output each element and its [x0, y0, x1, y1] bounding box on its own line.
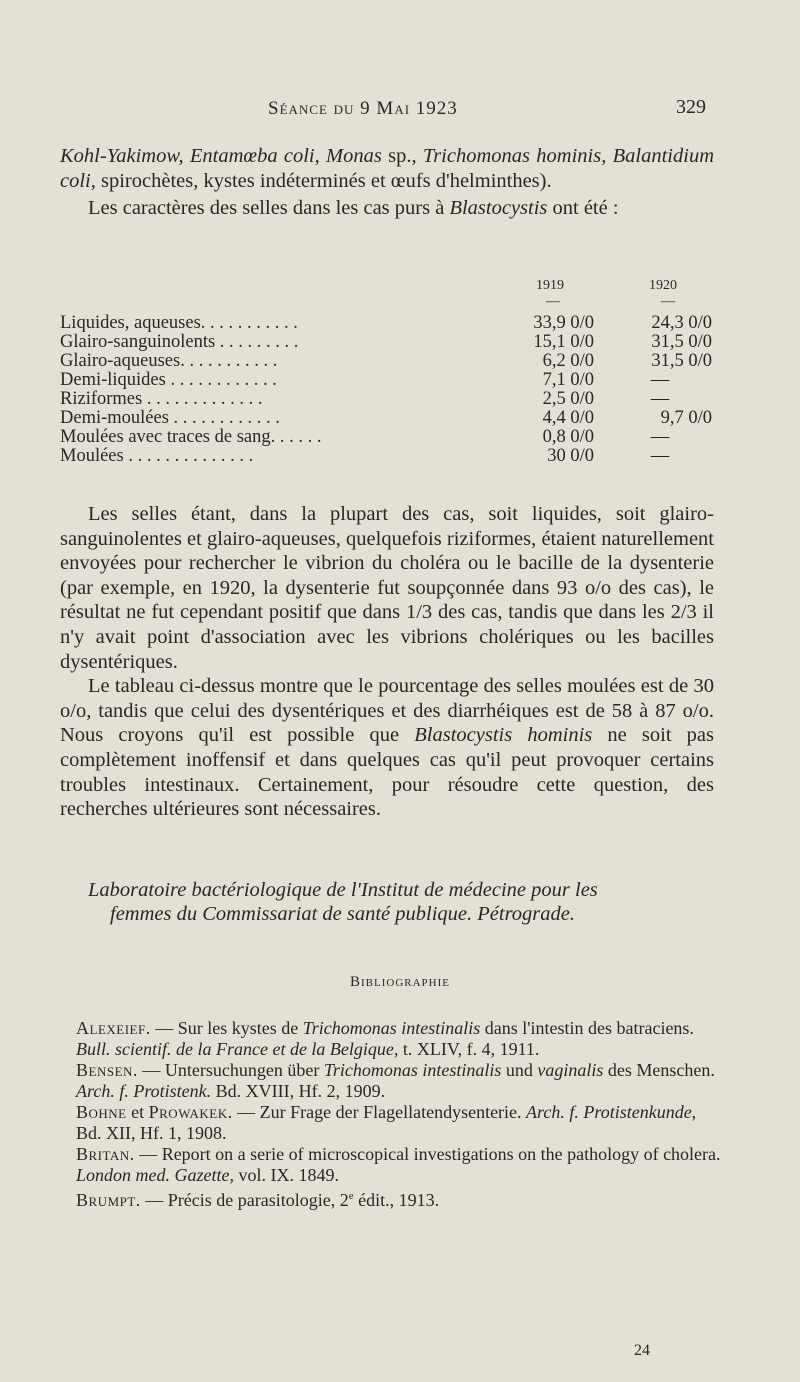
row-label: Demi-liquides . . . . . . . . . . . . — [60, 370, 277, 390]
value-1919: 30 0/0 — [547, 446, 594, 466]
running-title: Séance du 9 Mai 1923 — [268, 98, 458, 119]
italic-text-run: vaginalis — [537, 1060, 604, 1080]
affiliation-line: femmes du Commissariat de santé publique. Pétrograde. — [110, 903, 576, 925]
bibliography-entry — [76, 1186, 726, 1211]
text-block-intro — [60, 144, 714, 221]
page-number: 329 — [676, 96, 706, 118]
table-row — [60, 390, 720, 409]
text-run: dans l'intestin des batraciens. — [480, 1018, 694, 1038]
paragraph-species-list — [60, 144, 714, 193]
value-1919: 15,1 0/0 — [533, 332, 594, 352]
row-label: Glairo-aqueuses. . . . . . . . . . . — [60, 351, 278, 371]
table-row — [60, 409, 720, 428]
text-run: sp., — [381, 145, 423, 167]
text-block-discussion — [60, 502, 714, 822]
italic-text-run: London med. Gazette, — [76, 1164, 234, 1185]
text-run: ont été : — [547, 197, 619, 220]
table-row — [60, 447, 720, 466]
text-run: — Untersuchungen über — [137, 1060, 324, 1080]
italic-text-run: Blastocystis — [449, 197, 548, 220]
text-run: t. XLIV, f. 4, 1911. — [398, 1038, 540, 1059]
text-run: Bd. XII, Hf. 1, 1908. — [76, 1122, 227, 1143]
affiliation-line: Laboratoire bactériologique de l'Institut de médecine pour les — [88, 879, 598, 901]
bibliography-heading: Bibliographie — [350, 974, 450, 990]
paragraph-results: Les selles étant, dans la plupart des cas, soit liquides, soit glairo-sanguinolentes et glairo-aqueuses, quelquefois riziformes, étaient naturellement envoyées pour rechercher le vibrion du choléra ou le bacille de la dysenterie (par exemple, en 1920, la dysenterie fut soupçonnée dans 93 o/o des cas), le résultat ne fut cependant positif que dans 1/3 des cas, tandis que dans les 2/3 il n'y avait point d'association avec les vibrions cholériques ou les bacilles dysentériques. — [60, 503, 714, 673]
author-name: Prowakek. — [148, 1102, 233, 1122]
row-label: Glairo-sanguinolents . . . . . . . . . — [60, 332, 299, 352]
text-run: vol. IX. 1849. — [233, 1164, 339, 1185]
value-1920: 24,3 0/0 — [651, 313, 712, 333]
text-run: — Précis de parasitologie, 2 — [140, 1190, 349, 1210]
table-row — [60, 314, 720, 333]
value-1920: 9,7 0/0 — [660, 408, 712, 428]
value-1920: — — [650, 389, 670, 409]
row-label: Demi-moulées . . . . . . . . . . . . — [60, 408, 280, 428]
value-1920: — — [650, 370, 670, 390]
value-1920: — — [650, 427, 670, 447]
text-run: Le tableau ci-dessus montre que le pourcentage des selles moulées est de 30 o/o, tandis que celui des dysentériques et des diarrhéiques est de 58 à 87 o/o. Nous croyons qu'il est possible que — [60, 675, 714, 747]
italic-text-run: Trichomonas intestinalis — [302, 1018, 481, 1038]
row-label: Moulées . . . . . . . . . . . . . . — [60, 446, 254, 466]
table-row — [60, 428, 720, 447]
text-run: — Zur Frage der Flagellatendysenterie. — [232, 1102, 527, 1122]
italic-text-run: Trichomonas intestinalis — [323, 1060, 502, 1080]
table-row — [60, 371, 720, 390]
running-head — [0, 92, 800, 122]
paragraph-conclusion — [60, 674, 714, 822]
italic-text-run: Kohl-Yakimow, Entamœba coli, Monas — [60, 145, 382, 167]
table-row — [60, 352, 720, 371]
text-run: Bd. XVIII, Hf. 2, 1909. — [211, 1080, 386, 1101]
row-label: Riziformes . . . . . . . . . . . . . — [60, 389, 263, 409]
column-rule: — — [546, 294, 560, 309]
author-name: Brumpt. — [76, 1190, 141, 1210]
bibliography-entry — [76, 1144, 726, 1185]
column-header-1919: 1919 — [536, 278, 564, 293]
value-1920: — — [650, 446, 670, 466]
author-name: Bensen. — [76, 1060, 138, 1080]
row-label: Liquides, aqueuses. . . . . . . . . . . — [60, 313, 298, 333]
italic-text-run: Arch. f. Protistenk. — [76, 1080, 212, 1101]
text-run: e — [348, 1190, 354, 1202]
bibliography-entry — [76, 1102, 726, 1143]
value-1919: 6,2 0/0 — [542, 351, 594, 371]
text-run: ne soit pas complètement inoffensif et dans quelques cas qu'il peut provoquer certains troubles intestinaux. Certainement, pour résoudre cette question, des recherches ultérieures sont nécessaires. — [60, 724, 715, 821]
institution-affiliation — [88, 878, 728, 926]
author-name: Bohne — [76, 1102, 127, 1122]
author-name: Britan. — [76, 1144, 135, 1164]
bibliography-list — [76, 1018, 726, 1212]
author-name: Alexeief. — [76, 1018, 151, 1038]
text-run: Les caractères des selles dans les cas purs à — [88, 197, 450, 220]
italic-text-run: Blastocystis hominis — [414, 724, 593, 747]
text-run: édit., 1913. — [353, 1190, 440, 1210]
value-1919: 7,1 0/0 — [542, 370, 594, 390]
value-1919: 4,4 0/0 — [542, 408, 594, 428]
text-run: des Menschen. — [603, 1060, 715, 1080]
text-run: et — [126, 1102, 149, 1122]
italic-text-run: Trichomonas hominis, Balantidium coli, — [60, 145, 714, 192]
value-1920: 31,5 0/0 — [651, 332, 712, 352]
italic-text-run: Arch. f. Protistenkunde, — [526, 1102, 697, 1122]
italic-text-run: Bull. scientif. de la France et de la Belgique, — [76, 1038, 399, 1059]
bibliography-entry — [76, 1060, 726, 1101]
value-1920: 31,5 0/0 — [651, 351, 712, 371]
paragraph-stool-intro — [60, 196, 714, 221]
column-header-1920: 1920 — [649, 278, 677, 293]
text-run: spirochètes, kystes indéterminés et œufs d'helminthes). — [95, 169, 552, 192]
bibliography-entry — [76, 1018, 726, 1059]
signature-mark: 24 — [634, 1342, 650, 1359]
table-row — [60, 333, 720, 352]
value-1919: 0,8 0/0 — [542, 427, 594, 447]
value-1919: 2,5 0/0 — [542, 389, 594, 409]
value-1919: 33,9 0/0 — [533, 313, 594, 333]
text-run: — Sur les kystes de — [150, 1018, 303, 1038]
text-run: und — [501, 1060, 538, 1080]
row-label: Moulées avec traces de sang. . . . . . — [60, 427, 322, 447]
column-rule: — — [661, 294, 675, 309]
text-run: — Report on a serie of microscopical investigations on the pathology of cholera. — [134, 1144, 721, 1164]
